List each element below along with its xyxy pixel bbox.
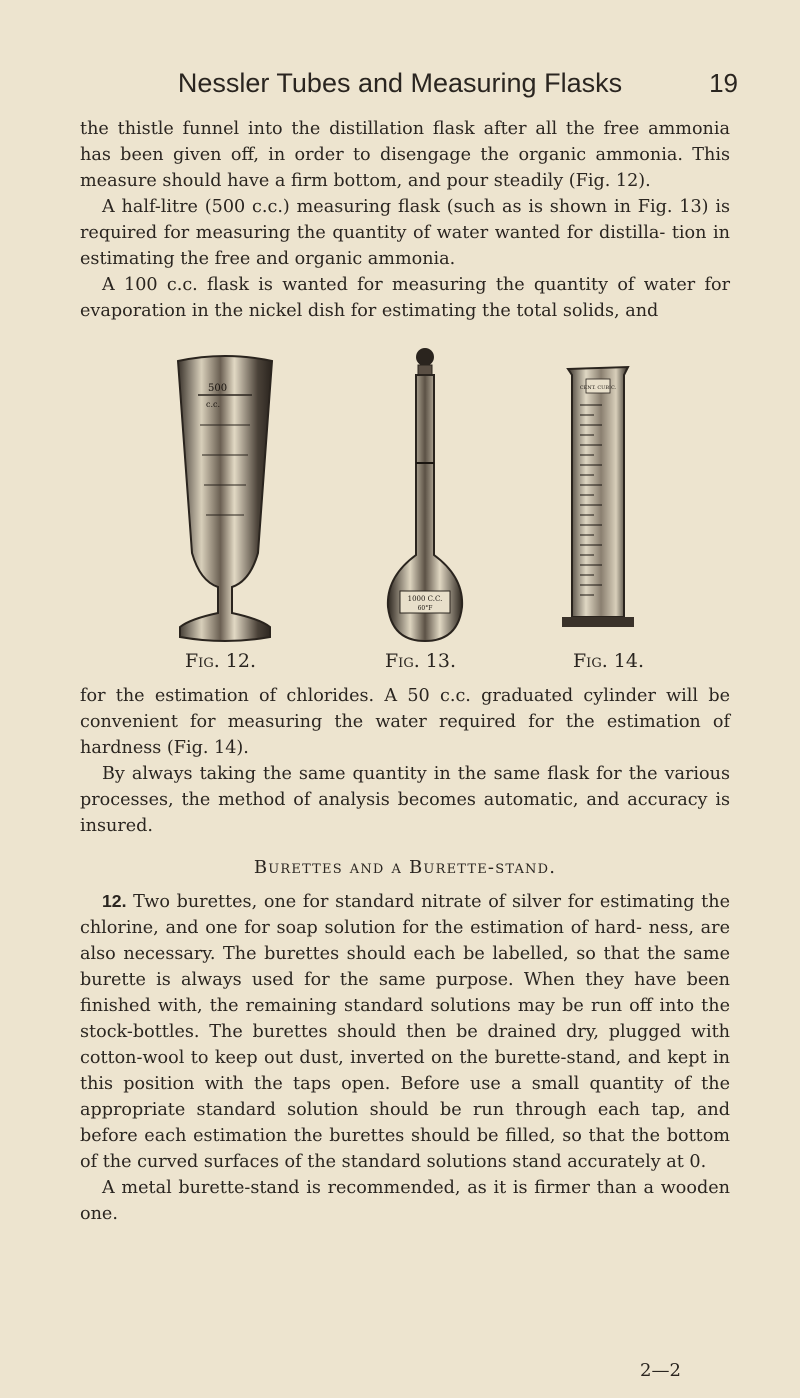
paragraph-12: [80, 888, 730, 1175]
fig14-label-cent-cubic: CENT. CUBIC.: [579, 385, 617, 391]
paragraph-100cc-flask: A 100 c.c. flask is wanted for measuring the quantity of water for evaporation in the nickel dish for estimating the total solids, and: [80, 275, 730, 321]
page-number: 19: [709, 68, 738, 98]
text-block-top: [80, 116, 730, 324]
fig12-label-500: 500: [208, 383, 228, 394]
text-block-bottom: [80, 683, 730, 1227]
running-header: [0, 68, 800, 108]
figure-12-conical-measure: [170, 355, 280, 650]
fig14-caption: Fig. 14.: [573, 650, 644, 672]
fig13-caption: Fig. 13.: [385, 650, 456, 672]
fig13-label-1000cc: 1000 C.C.: [407, 595, 443, 603]
fig13-label-temperature: 60°F: [417, 605, 433, 612]
fig12-caption: Fig. 12.: [185, 650, 256, 672]
figure-13-volumetric-flask: [380, 345, 470, 645]
paragraph-12-text: Two burettes, one for standard nitrate of silver for estimating the chlorine, and one for soap solution for the estimation of hard- ness, are also necessary. The burettes should each be labelled, so that the same burette is always used for the same purpose. When they have been finished with, the remaining standard solutions may be run off into the stock-bottles. The burettes should then be drained dry, plugged with cotton-wool to keep out dust, inverted on the burette-stand, and kept in this position with the taps open. Before use a small quantity of the appropriate standard solution should be run through each tap, and before each estimation the burettes should be filled, so that the bottom of the curved surfaces of the standard solutions stand accurately at 0.: [80, 892, 730, 1172]
fig12-label-cc: c.c.: [206, 400, 221, 409]
paragraph-burette-stand: A metal burette-stand is recommended, as it is firmer than a wooden one.: [80, 1178, 730, 1224]
running-title: Nessler Tubes and Measuring Flasks: [177, 68, 623, 98]
paragraph-continuation: the thistle funnel into the distillation flask after all the free ammonia has been given off, in order to disengage the organic ammonia. This measure should have a firm bottom, and pour steadily (Fig. 12).: [80, 119, 730, 191]
paragraph-chlorides: for the estimation of chlorides. A 50 c.c. graduated cylinder will be convenient for measuring the water required for the estimation of hardness (Fig. 14).: [80, 686, 730, 758]
signature-mark: 2—2: [640, 1360, 681, 1381]
paragraph-half-litre-flask: A half-litre (500 c.c.) measuring flask (such as is shown in Fig. 13) is required for measuring the quantity of water wanted for distilla- tion in estimating the free and organic ammonia.: [80, 197, 730, 269]
figure-14-graduated-cylinder: [558, 365, 638, 645]
paragraph-number: 12.: [102, 891, 127, 911]
paragraph-same-quantity: By always taking the same quantity in the same flask for the various processes, the method of analysis becomes automatic, and accuracy is insured.: [80, 764, 730, 836]
section-heading-burettes: Burettes and a Burette-stand.: [253, 857, 557, 878]
